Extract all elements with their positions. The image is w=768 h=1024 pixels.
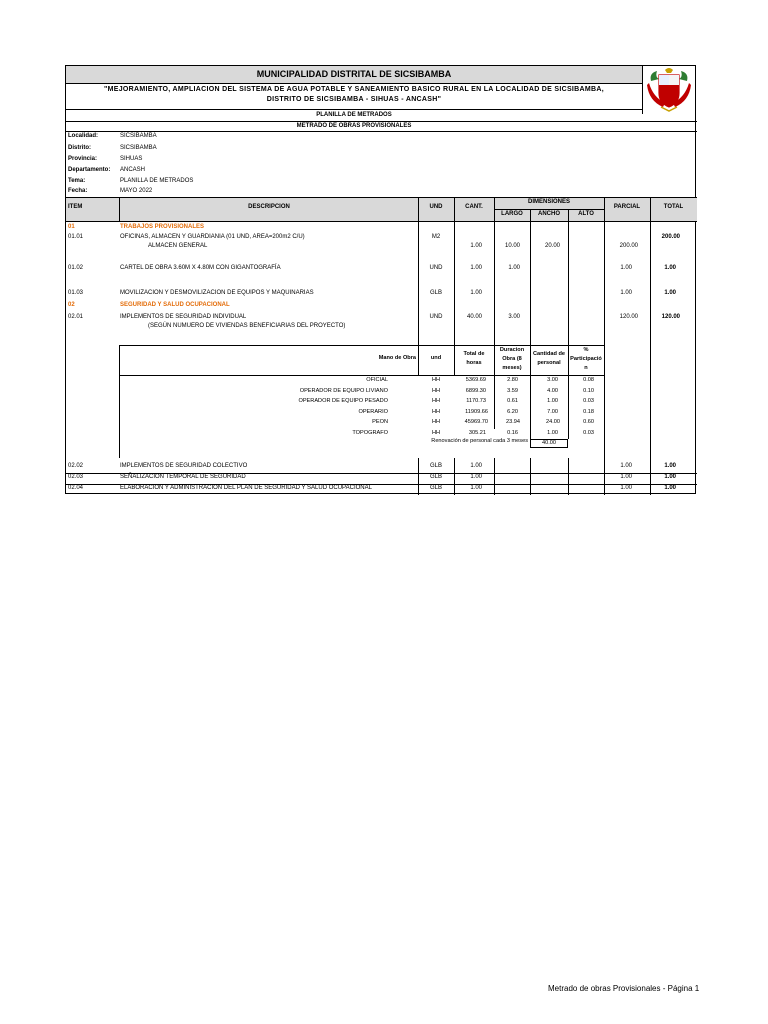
info-label: Tema: <box>68 178 86 184</box>
labor-duracion: 6.20 <box>507 409 518 415</box>
row-description: IMPLEMENTOS DE SEGURIDAD INDIVIDUAL <box>120 314 247 320</box>
row-total: 1.00 <box>664 290 676 296</box>
row-parcial: 1.00 <box>620 485 632 491</box>
labor-cantidad: 3.00 <box>547 377 558 383</box>
labor-horas: 5369.69 <box>465 377 486 383</box>
labor-cantidad: 24.00 <box>546 419 560 425</box>
labor-duracion: 3.59 <box>507 388 518 394</box>
labor-name: OPERADOR DE EQUIPO LIVIANO <box>299 388 388 394</box>
labor-col-duracion: meses) <box>502 365 522 371</box>
info-label: Localidad: <box>68 133 99 139</box>
labor-cantidad: 7.00 <box>547 409 558 415</box>
peru-coat-of-arms-icon <box>645 67 693 113</box>
sheet-title: PLANILLA DE METRADOS <box>316 112 392 118</box>
municipality-title: MUNICIPALIDAD DISTRITAL DE SICSIBAMBA <box>256 69 452 79</box>
labor-col-participacion: n <box>584 365 588 371</box>
labor-cantidad: 1.00 <box>547 430 558 436</box>
row-und: UND <box>429 314 443 320</box>
col-cant: CANT. <box>465 204 483 210</box>
row-und: GLB <box>429 474 442 480</box>
labor-col-und: und <box>430 355 442 361</box>
col-dimensiones: DIMENSIONES <box>527 199 570 205</box>
labor-name: OPERARIO <box>358 409 388 415</box>
row-cant: 1.00 <box>470 463 482 469</box>
row-item: 01.03 <box>68 290 84 296</box>
labor-participacion: 0.08 <box>583 377 594 383</box>
labor-name: OFICIAL <box>366 377 388 383</box>
row-cant: 1.00 <box>470 485 482 491</box>
labor-col-participacion: Participació <box>570 356 602 362</box>
labor-horas: 45969.70 <box>464 419 488 425</box>
col-item: ITEM <box>68 204 83 210</box>
col-alto: ALTO <box>578 211 594 217</box>
row-item: 02.02 <box>68 463 84 469</box>
row-ancho: 20.00 <box>544 243 560 249</box>
info-value: PLANILLA DE METRADOS <box>120 178 194 184</box>
row-parcial: 200.00 <box>619 243 638 249</box>
labor-participacion: 0.03 <box>583 398 594 404</box>
labor-col-participacion: % <box>583 347 589 353</box>
section-code: 02 <box>68 302 75 308</box>
labor-participacion: 0.60 <box>583 419 594 425</box>
labor-horas: 6899.30 <box>465 388 486 394</box>
project-name-line2: DISTRITO DE SICSIBAMBA - SIHUAS - ANCASH" <box>266 96 442 103</box>
row-cant: 1.00 <box>470 474 482 480</box>
row-item: 02.03 <box>68 474 84 480</box>
labor-cantidad: 4.00 <box>547 388 558 394</box>
row-item: 02.01 <box>68 314 84 320</box>
col-total: TOTAL <box>663 204 684 210</box>
row-cant: 1.00 <box>470 265 482 271</box>
labor-name: PEON <box>372 419 388 425</box>
labor-horas: 1170.73 <box>466 398 486 404</box>
row-und: UND <box>429 265 443 271</box>
row-largo: 1.00 <box>508 265 520 271</box>
row-description: MOVILIZACION Y DESMOVILIZACION DE EQUIPOS Y MAQUINARIAS <box>120 290 314 296</box>
row-parcial: 1.00 <box>620 265 632 271</box>
row-und: M2 <box>431 234 441 240</box>
row-und: GLB <box>429 485 442 491</box>
row-cant: 40.00 <box>466 314 482 320</box>
labor-participacion: 0.03 <box>583 430 594 436</box>
info-label: Fecha: <box>68 188 88 194</box>
labor-duracion: 0.16 <box>507 430 518 436</box>
page-footer: Metrado de obras Provisionales - Página 1 <box>548 984 700 993</box>
info-value: SICSIBAMBA <box>120 133 157 139</box>
row-total: 120.00 <box>661 314 680 320</box>
labor-duracion: 2.80 <box>507 377 518 383</box>
info-label: Departamento: <box>68 167 111 173</box>
row-total: 1.00 <box>664 474 676 480</box>
info-value: MAYO 2022 <box>120 188 153 194</box>
labor-duracion: 23.94 <box>506 419 520 425</box>
info-value: SIHUAS <box>120 156 143 162</box>
labor-und: HH <box>431 388 441 394</box>
labor-cantidad: 1.00 <box>547 398 558 404</box>
row-largo: 3.00 <box>508 314 520 320</box>
labor-und: HH <box>431 398 441 404</box>
row-und: GLB <box>429 290 442 296</box>
row-und: GLB <box>429 463 442 469</box>
row-cant: 1.00 <box>470 290 482 296</box>
labor-und: HH <box>431 377 441 383</box>
col-parcial: PARCIAL <box>613 204 641 210</box>
row-item: 01.01 <box>68 234 84 240</box>
section-title: SEGURIDAD Y SALUD OCUPACIONAL <box>120 302 230 308</box>
info-value: SICSIBAMBA <box>120 145 157 151</box>
row-total: 1.00 <box>664 485 676 491</box>
sheet-subtitle: METRADO DE OBRAS PROVISIONALES <box>296 123 412 129</box>
labor-duracion: 0.61 <box>507 398 518 404</box>
col-und: UND <box>429 204 443 210</box>
row-note: (SEGÚN NUMUERO DE VIVIENDAS BENEFICIARIAS DEL PROYECTO) <box>148 323 346 329</box>
row-item: 01.02 <box>68 265 84 271</box>
col-ancho: ANCHO <box>538 211 560 217</box>
renovacion-label: Renovación de personal cada 3 meses <box>431 438 528 444</box>
info-value: ANCASH <box>120 167 146 173</box>
labor-col-duracion: Duracion <box>499 347 525 353</box>
row-parcial: 1.00 <box>620 290 632 296</box>
section-code: 01 <box>68 224 75 230</box>
labor-und: HH <box>431 430 441 436</box>
labor-col-mano: Mano de Obra <box>378 355 416 361</box>
labor-horas: 11909.66 <box>465 409 488 415</box>
labor-col-horas: Total de <box>463 351 485 357</box>
row-description: CARTEL DE OBRA 3.60M X 4.80M CON GIGANTOGRAFÍA <box>120 265 281 271</box>
labor-col-duracion: Obra (8 <box>502 356 522 362</box>
row-total: 1.00 <box>664 265 676 271</box>
row-parcial: 1.00 <box>620 463 632 469</box>
row-description: SEÑALIZACION TEMPORAL DE SEGURIDAD <box>120 474 246 480</box>
section-title: TRABAJOS PROVISIONALES <box>120 224 205 230</box>
renovacion-value: 40.00 <box>542 440 556 446</box>
metrado-sheet <box>65 65 696 494</box>
row-description: IMPLEMENTOS DE SEGURIDAD COLECTIVO <box>120 463 248 469</box>
labor-participacion: 0.10 <box>583 388 594 394</box>
row-item: 02.04 <box>68 485 84 491</box>
labor-und: HH <box>431 419 441 425</box>
labor-col-cantidad: Cantidad de <box>532 351 565 357</box>
labor-name: TOPOGRAFO <box>352 430 388 436</box>
labor-name: OPERADOR DE EQUIPO PESADO <box>298 398 388 404</box>
info-label: Provincia: <box>68 156 98 162</box>
row-total: 200.00 <box>661 234 680 240</box>
row-description: OFICINAS, ALMACEN Y GUARDIANIA (01 UND, AREA=200m2 C/U) <box>120 234 305 240</box>
labor-horas: 305.21 <box>468 430 486 436</box>
row-total: 1.00 <box>664 463 676 469</box>
row-parcial: 120.00 <box>619 314 638 320</box>
labor-col-cantidad: personal <box>537 360 561 366</box>
row-cant: 1.00 <box>470 243 482 249</box>
info-label: Distrito: <box>68 145 91 151</box>
row-parcial: 1.00 <box>620 474 632 480</box>
project-name-line1: "MEJORAMIENTO, AMPLIACION DEL SISTEMA DE AGUA POTABLE Y SANEAMIENTO BASICO RURAL EN LA LOCALIDAD DE SICSIBAMBA, <box>104 86 604 93</box>
col-largo: LARGO <box>501 211 523 217</box>
row-description: ALMACEN GENERAL <box>148 243 208 249</box>
row-largo: 10.00 <box>504 243 520 249</box>
col-descripcion: DESCRIPCION <box>248 204 290 210</box>
labor-col-horas: horas <box>466 360 482 366</box>
labor-participacion: 0.18 <box>583 409 594 415</box>
labor-und: HH <box>431 409 441 415</box>
row-description: ELABORACION Y ADMINISTRACION DEL PLAN DE SEGURIDAD Y SALUD OCUPACIONAL <box>120 485 372 491</box>
